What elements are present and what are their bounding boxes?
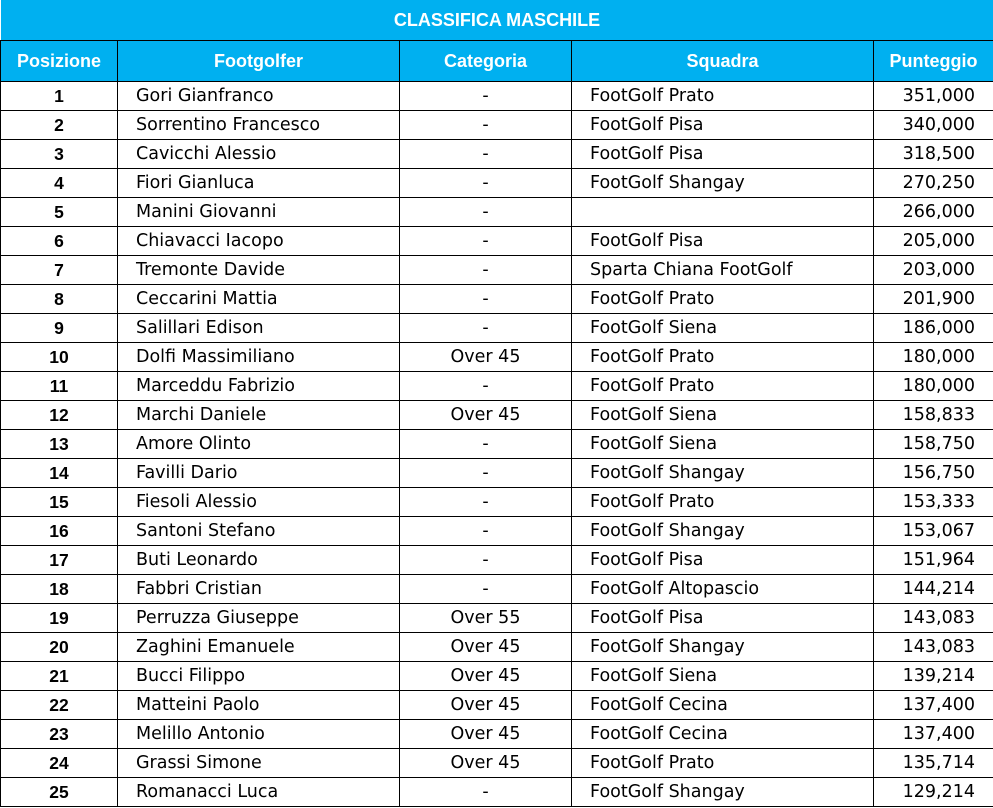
cell-category[interactable]: -	[400, 198, 572, 227]
cell-category[interactable]: Over 45	[400, 720, 572, 749]
cell-category[interactable]: -	[400, 575, 572, 604]
cell-position[interactable]: 10	[1, 343, 118, 372]
cell-score[interactable]: 203,000	[874, 256, 993, 285]
cell-player[interactable]: Dolfi Massimiliano	[118, 343, 400, 372]
cell-player[interactable]: Marceddu Fabrizio	[118, 372, 400, 401]
table-row[interactable]	[1, 691, 993, 720]
table-row[interactable]	[1, 459, 993, 488]
cell-category[interactable]: -	[400, 169, 572, 198]
cell-team[interactable]: FootGolf Shangay	[572, 517, 874, 546]
cell-position[interactable]: 12	[1, 401, 118, 430]
cell-team[interactable]: FootGolf Siena	[572, 662, 874, 691]
cell-score[interactable]: 158,750	[874, 430, 993, 459]
table-row[interactable]	[1, 140, 993, 169]
table-row[interactable]	[1, 372, 993, 401]
cell-score[interactable]: 318,500	[874, 140, 993, 169]
cell-score[interactable]: 139,214	[874, 662, 993, 691]
cell-position[interactable]: 14	[1, 459, 118, 488]
cell-player[interactable]: Grassi Simone	[118, 749, 400, 778]
cell-position[interactable]: 9	[1, 314, 118, 343]
table-row[interactable]	[1, 430, 993, 459]
cell-score[interactable]: 156,750	[874, 459, 993, 488]
cell-position[interactable]: 25	[1, 778, 118, 807]
header-position[interactable]: Posizione	[1, 41, 118, 82]
cell-score[interactable]: 205,000	[874, 227, 993, 256]
table-row[interactable]	[1, 111, 993, 140]
cell-category[interactable]: -	[400, 82, 572, 111]
cell-position[interactable]: 8	[1, 285, 118, 314]
table-row[interactable]	[1, 720, 993, 749]
table-row[interactable]	[1, 285, 993, 314]
cell-score[interactable]: 143,083	[874, 633, 993, 662]
table-row[interactable]	[1, 227, 993, 256]
table-row[interactable]	[1, 198, 993, 227]
cell-player[interactable]: Sorrentino Francesco	[118, 111, 400, 140]
cell-category[interactable]: Over 45	[400, 749, 572, 778]
cell-category[interactable]: -	[400, 430, 572, 459]
cell-category[interactable]: -	[400, 459, 572, 488]
table-row[interactable]	[1, 575, 993, 604]
table-row[interactable]	[1, 778, 993, 807]
cell-player[interactable]: Amore Olinto	[118, 430, 400, 459]
cell-score[interactable]: 137,400	[874, 691, 993, 720]
cell-player[interactable]: Bucci Filippo	[118, 662, 400, 691]
table-row[interactable]	[1, 343, 993, 372]
cell-category[interactable]: -	[400, 372, 572, 401]
cell-team[interactable]: Sparta Chiana FootGolf	[572, 256, 874, 285]
cell-position[interactable]: 4	[1, 169, 118, 198]
cell-category[interactable]: Over 45	[400, 691, 572, 720]
cell-position[interactable]: 20	[1, 633, 118, 662]
table-row[interactable]	[1, 256, 993, 285]
cell-player[interactable]: Matteini Paolo	[118, 691, 400, 720]
cell-score[interactable]: 135,714	[874, 749, 993, 778]
cell-position[interactable]: 13	[1, 430, 118, 459]
cell-team[interactable]: FootGolf Shangay	[572, 169, 874, 198]
cell-category[interactable]: Over 55	[400, 604, 572, 633]
cell-team[interactable]: FootGolf Prato	[572, 488, 874, 517]
header-row	[1, 41, 993, 82]
cell-position[interactable]: 19	[1, 604, 118, 633]
table-row[interactable]	[1, 633, 993, 662]
cell-player[interactable]: Marchi Daniele	[118, 401, 400, 430]
cell-category[interactable]: -	[400, 285, 572, 314]
cell-team[interactable]: FootGolf Siena	[572, 401, 874, 430]
table-row[interactable]	[1, 546, 993, 575]
cell-category[interactable]: Over 45	[400, 401, 572, 430]
cell-category[interactable]: -	[400, 488, 572, 517]
cell-team[interactable]: FootGolf Pisa	[572, 227, 874, 256]
cell-category[interactable]: Over 45	[400, 343, 572, 372]
cell-position[interactable]: 15	[1, 488, 118, 517]
table-row[interactable]	[1, 488, 993, 517]
header-category[interactable]: Categoria	[400, 41, 572, 82]
cell-position[interactable]: 21	[1, 662, 118, 691]
cell-player[interactable]: Fiesoli Alessio	[118, 488, 400, 517]
cell-position[interactable]: 5	[1, 198, 118, 227]
cell-team[interactable]	[572, 198, 874, 227]
cell-category[interactable]: -	[400, 546, 572, 575]
cell-score[interactable]: 158,833	[874, 401, 993, 430]
cell-score[interactable]: 180,000	[874, 372, 993, 401]
cell-category[interactable]: -	[400, 140, 572, 169]
cell-player[interactable]: Fiori Gianluca	[118, 169, 400, 198]
table-row[interactable]	[1, 401, 993, 430]
cell-team[interactable]: FootGolf Pisa	[572, 604, 874, 633]
header-player[interactable]: Footgolfer	[118, 41, 400, 82]
cell-team[interactable]: FootGolf Prato	[572, 285, 874, 314]
cell-score[interactable]: 153,067	[874, 517, 993, 546]
cell-position[interactable]: 17	[1, 546, 118, 575]
cell-category[interactable]: Over 45	[400, 633, 572, 662]
cell-position[interactable]: 16	[1, 517, 118, 546]
cell-team[interactable]: FootGolf Prato	[572, 372, 874, 401]
cell-team[interactable]: FootGolf Shangay	[572, 633, 874, 662]
cell-score[interactable]: 340,000	[874, 111, 993, 140]
cell-team[interactable]: FootGolf Siena	[572, 314, 874, 343]
cell-player[interactable]: Ceccarini Mattia	[118, 285, 400, 314]
cell-category[interactable]: -	[400, 517, 572, 546]
cell-player[interactable]: Tremonte Davide	[118, 256, 400, 285]
cell-team[interactable]: FootGolf Prato	[572, 749, 874, 778]
cell-score[interactable]: 180,000	[874, 343, 993, 372]
table-row[interactable]	[1, 82, 993, 111]
cell-player[interactable]: Zaghini Emanuele	[118, 633, 400, 662]
cell-position[interactable]: 24	[1, 749, 118, 778]
cell-player[interactable]: Fabbri Cristian	[118, 575, 400, 604]
cell-score[interactable]: 143,083	[874, 604, 993, 633]
table-row[interactable]	[1, 604, 993, 633]
cell-player[interactable]: Perruzza Giuseppe	[118, 604, 400, 633]
cell-score[interactable]: 201,900	[874, 285, 993, 314]
cell-position[interactable]: 1	[1, 82, 118, 111]
cell-category[interactable]: -	[400, 314, 572, 343]
cell-player[interactable]: Gori Gianfranco	[118, 82, 400, 111]
cell-position[interactable]: 7	[1, 256, 118, 285]
cell-score[interactable]: 153,333	[874, 488, 993, 517]
cell-score[interactable]: 186,000	[874, 314, 993, 343]
table-row[interactable]	[1, 314, 993, 343]
table-row[interactable]	[1, 169, 993, 198]
cell-player[interactable]: Santoni Stefano	[118, 517, 400, 546]
cell-player[interactable]: Buti Leonardo	[118, 546, 400, 575]
cell-team[interactable]: FootGolf Altopascio	[572, 575, 874, 604]
cell-category[interactable]: Over 45	[400, 662, 572, 691]
table-row[interactable]	[1, 749, 993, 778]
cell-position[interactable]: 2	[1, 111, 118, 140]
cell-team[interactable]: FootGolf Pisa	[572, 546, 874, 575]
cell-team[interactable]: FootGolf Prato	[572, 82, 874, 111]
cell-score[interactable]: 129,214	[874, 778, 993, 807]
cell-team[interactable]: FootGolf Pisa	[572, 140, 874, 169]
table-row[interactable]	[1, 662, 993, 691]
cell-player[interactable]: Romanacci Luca	[118, 778, 400, 807]
cell-score[interactable]: 266,000	[874, 198, 993, 227]
header-score[interactable]: Punteggio	[874, 41, 993, 82]
cell-score[interactable]: 151,964	[874, 546, 993, 575]
table-title: CLASSIFICA MASCHILE	[1, 0, 993, 41]
cell-team[interactable]: FootGolf Shangay	[572, 459, 874, 488]
cell-player[interactable]: Cavicchi Alessio	[118, 140, 400, 169]
cell-player[interactable]: Melillo Antonio	[118, 720, 400, 749]
cell-team[interactable]: FootGolf Pisa	[572, 111, 874, 140]
title-row	[1, 0, 993, 41]
cell-team[interactable]: FootGolf Prato	[572, 343, 874, 372]
table-body	[1, 82, 993, 807]
table-row[interactable]	[1, 517, 993, 546]
cell-team[interactable]: FootGolf Cecina	[572, 691, 874, 720]
cell-category[interactable]: -	[400, 111, 572, 140]
cell-score[interactable]: 351,000	[874, 82, 993, 111]
cell-category[interactable]: -	[400, 256, 572, 285]
cell-team[interactable]: FootGolf Siena	[572, 430, 874, 459]
cell-team[interactable]: FootGolf Cecina	[572, 720, 874, 749]
cell-score[interactable]: 137,400	[874, 720, 993, 749]
cell-category[interactable]: -	[400, 778, 572, 807]
cell-player[interactable]: Favilli Dario	[118, 459, 400, 488]
cell-player[interactable]: Chiavacci Iacopo	[118, 227, 400, 256]
cell-position[interactable]: 6	[1, 227, 118, 256]
cell-position[interactable]: 23	[1, 720, 118, 749]
cell-position[interactable]: 3	[1, 140, 118, 169]
cell-team[interactable]: FootGolf Shangay	[572, 778, 874, 807]
cell-position[interactable]: 22	[1, 691, 118, 720]
cell-score[interactable]: 270,250	[874, 169, 993, 198]
cell-position[interactable]: 18	[1, 575, 118, 604]
cell-player[interactable]: Salillari Edison	[118, 314, 400, 343]
cell-position[interactable]: 11	[1, 372, 118, 401]
cell-category[interactable]: -	[400, 227, 572, 256]
header-team[interactable]: Squadra	[572, 41, 874, 82]
cell-score[interactable]: 144,214	[874, 575, 993, 604]
cell-player[interactable]: Manini Giovanni	[118, 198, 400, 227]
